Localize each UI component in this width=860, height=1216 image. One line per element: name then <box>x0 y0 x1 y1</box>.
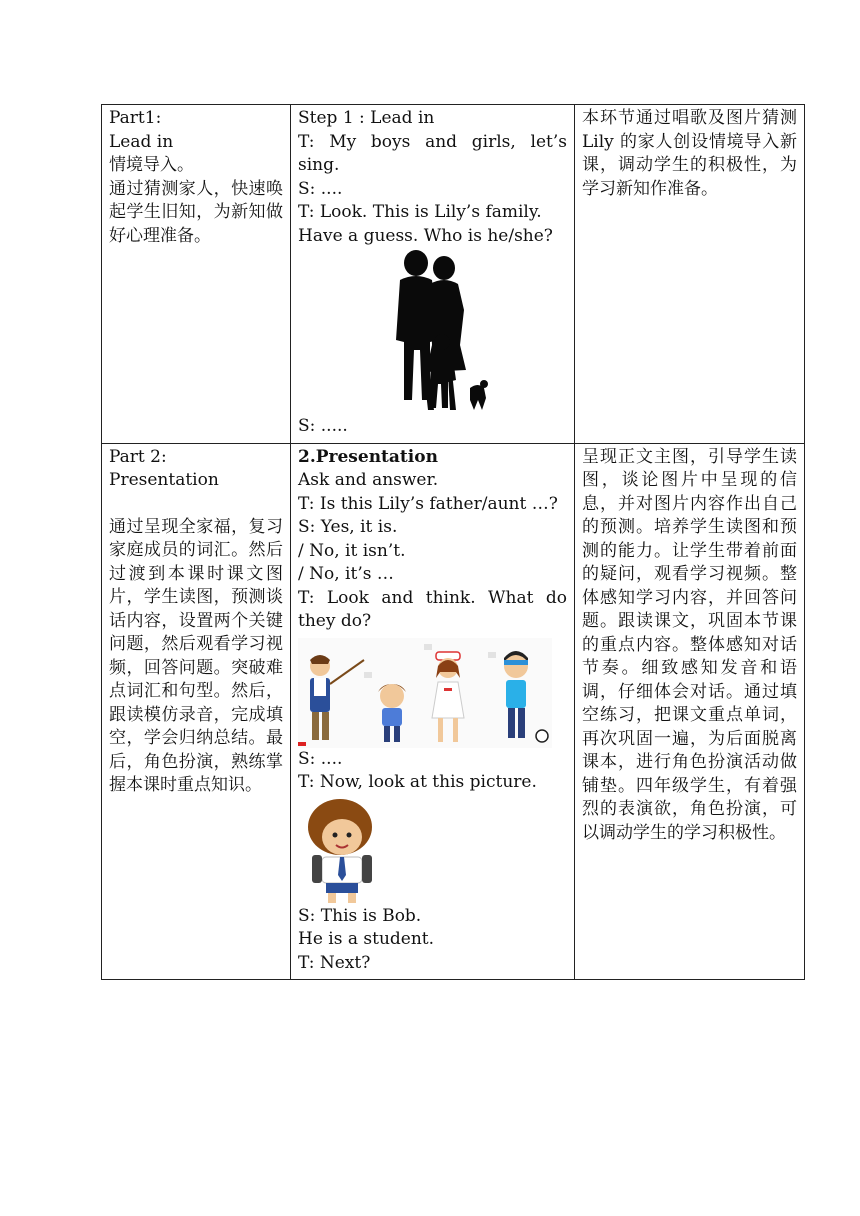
procedure-line: T: Is this Lily’s father/aunt …? <box>298 493 558 514</box>
family-silhouette-image <box>386 250 506 415</box>
procedure-line: T: Look and think. What do <box>298 587 567 608</box>
procedure-line: sing. <box>298 155 340 175</box>
procedure-line: T: My boys and girls, let’s <box>298 131 567 152</box>
procedure-line: they do? <box>298 611 372 631</box>
blank-line <box>109 493 283 516</box>
part1-intent-text: 本环节通过唱歌及图片猜测 Lily 的家人创设情境导入新课，调动学生的积极性，为学习新知作准备。 <box>582 108 797 199</box>
part2-procedure-cell <box>291 443 575 980</box>
procedure-line: T: Now, look at this picture. <box>298 772 537 792</box>
procedure-line: S: ..... <box>298 416 348 436</box>
table-row <box>102 105 805 444</box>
part2-intent-cell <box>575 443 805 980</box>
occupations-image <box>298 638 552 748</box>
part1-label-cell <box>102 105 291 444</box>
procedure-line: / No, it’s … <box>298 564 394 584</box>
procedure-line: Have a guess. Who is he/she? <box>298 225 553 246</box>
procedure-line: Step 1 : Lead in <box>298 108 435 128</box>
procedure-line: S: .... <box>298 748 343 769</box>
procedure-line: He is a student. <box>298 929 435 949</box>
part2-subtitle: Presentation <box>109 470 219 490</box>
part1-description: 通过猜测家人，快速唤起学生旧知，为新知做好心理准备。 <box>109 178 283 246</box>
part1-title: Part1: <box>109 108 162 128</box>
table-row <box>102 443 805 980</box>
procedure-line: T: Look. This is Lily’s family. <box>298 202 542 222</box>
procedure-line: S: .... <box>298 178 343 199</box>
procedure-line: S: This is Bob. <box>298 905 422 926</box>
part1-subtitle: Lead in <box>109 131 174 152</box>
part2-label-cell <box>102 443 291 980</box>
part2-description: 通过呈现全家福，复习家庭成员的词汇。然后过渡到本课时课文图片，学生读图，预测谈话内容，设置两个关键问题，然后观看学习视频，回答问题。突破难点词汇和句型。然后，跟读模仿录音，完成填空，学会归纳总结。最后，角色扮演，熟练掌握本课时重点知识。 <box>109 516 283 795</box>
procedure-line: T: Next? <box>298 952 371 973</box>
presentation-heading: 2.Presentation <box>298 446 438 467</box>
procedure-line: S: Yes, it is. <box>298 517 398 537</box>
part1-chinese-title: 情境导入。 <box>109 155 194 175</box>
procedure-line: Ask and answer. <box>298 470 439 490</box>
part2-intent-text: 呈现正文主图，引导学生读图，谈论图片中呈现的信息，并对图片内容作出自己的预测。培养学生读图和预测的能力。让学生带着前面的疑问，观看学习视频。整体感知学习内容，并回答问题。跟读课文，巩固本节课的重点内容。整体感知对话节奏。细致感知发音和语调，仔细体会对话。通过填空练习，把课文重点单词，再次巩固一遍，为后面脱离课本，进行角色扮演活动做铺垫。四年级学生，有着强烈的表演欲，角色扮演，可以调动学生的学习积极性。 <box>582 446 797 843</box>
procedure-line: / No, it isn’t. <box>298 540 406 561</box>
part1-procedure-cell <box>291 105 575 444</box>
bob-student-image <box>298 797 388 905</box>
part2-title: Part 2: <box>109 446 167 467</box>
part1-intent-cell <box>575 105 805 444</box>
lesson-plan-table <box>101 104 805 980</box>
